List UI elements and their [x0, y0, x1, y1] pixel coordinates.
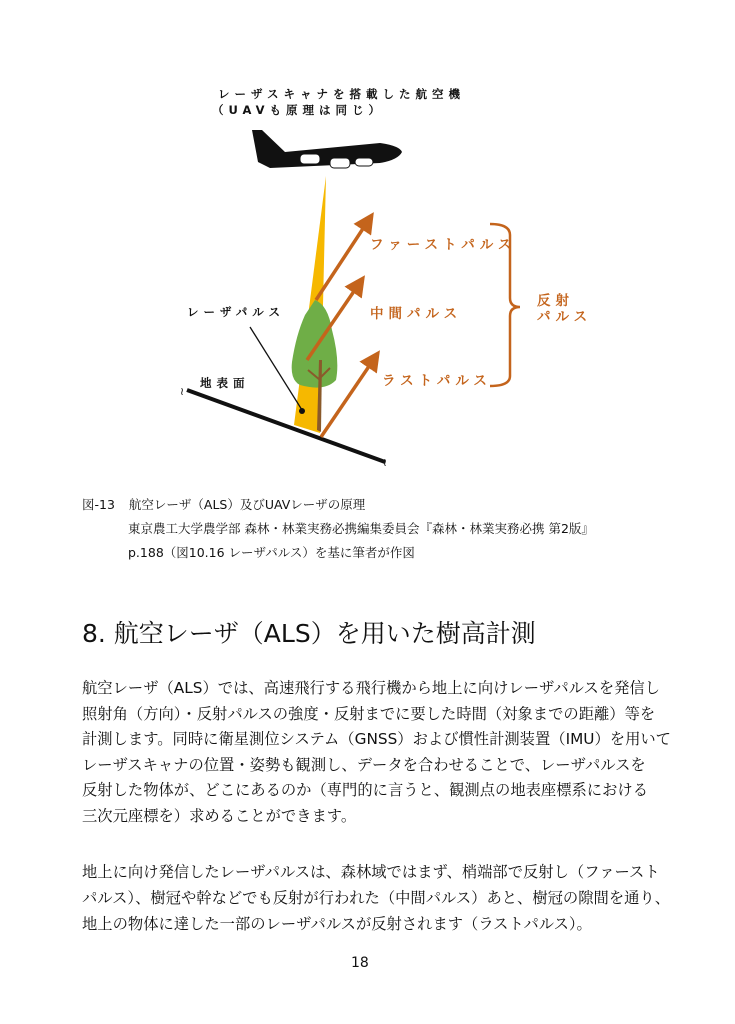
- airplane-icon: [252, 130, 402, 168]
- section-heading: 8. 航空レーザ（ALS）を用いた樹高計測: [82, 619, 536, 648]
- paragraph-line: 反射した物体が、どこにあるのか（専門的に言うと、観測点の地表座標系における: [82, 781, 648, 799]
- plane-label-note: （UAVも原理は同じ）: [212, 103, 386, 117]
- middle-pulse-label: 中間パルス: [370, 306, 463, 322]
- paragraph-line: 三次元座標を）求めることができます。: [82, 807, 357, 825]
- reflected-label: 反射: [537, 293, 574, 309]
- first-pulse-label: ファーストパルス: [370, 237, 517, 253]
- figure-source: 東京農工大学農学部 森林・林業実務必携編集委員会『森林・林業実務必携 第2版』: [128, 521, 594, 536]
- figure-source-page: p.188（図10.16 レーザパルス）を基に筆者が作図: [128, 545, 415, 560]
- ground-label: 地表面: [200, 376, 250, 390]
- paragraph-line: 計測します。同時に衛星測位システム（GNSS）および慣性計測装置（IMU）を用いて: [82, 730, 671, 748]
- figure-title: 航空レーザ（ALS）及びUAVレーザの原理: [128, 497, 366, 512]
- last-pulse-label: ラストパルス: [382, 373, 492, 389]
- paragraph-line: レーザスキャナの位置・姿勢も観測し、データを合わせることで、レーザパルスを: [82, 756, 646, 774]
- paragraph-line: 地上に向け発信したレーザパルスは、森林域ではまず、梢端部で反射し（ファースト: [82, 863, 660, 881]
- paragraph-line: 航空レーザ（ALS）では、高速飛行する飛行機から地上に向けレーザパルスを発信し: [82, 679, 661, 697]
- paragraph-line: 地上の物体に達した一部のレーザパルスが反射されます（ラストパルス）。: [82, 915, 592, 933]
- laser-pulse-label: レーザパルス: [187, 305, 285, 319]
- figure-caption: [82, 495, 365, 513]
- paragraph-line: パルス）、樹冠や幹などでも反射が行われた（中間パルス）あと、樹冠の隙間を通り、: [82, 889, 671, 907]
- page-number: 18: [351, 955, 369, 971]
- paragraph-line: 照射角（方向）・反射パルスの強度・反射までに要した時間（対象までの距離）等を: [82, 705, 656, 723]
- svg-text:≀: ≀: [180, 385, 185, 398]
- plane-label: レーザスキャナを搭載した航空機: [218, 87, 466, 101]
- reflected-label-2: パルス: [537, 309, 593, 325]
- svg-text:≀: ≀: [383, 456, 388, 469]
- ground-line: [187, 390, 385, 462]
- figure-number: 図-13: [82, 497, 115, 512]
